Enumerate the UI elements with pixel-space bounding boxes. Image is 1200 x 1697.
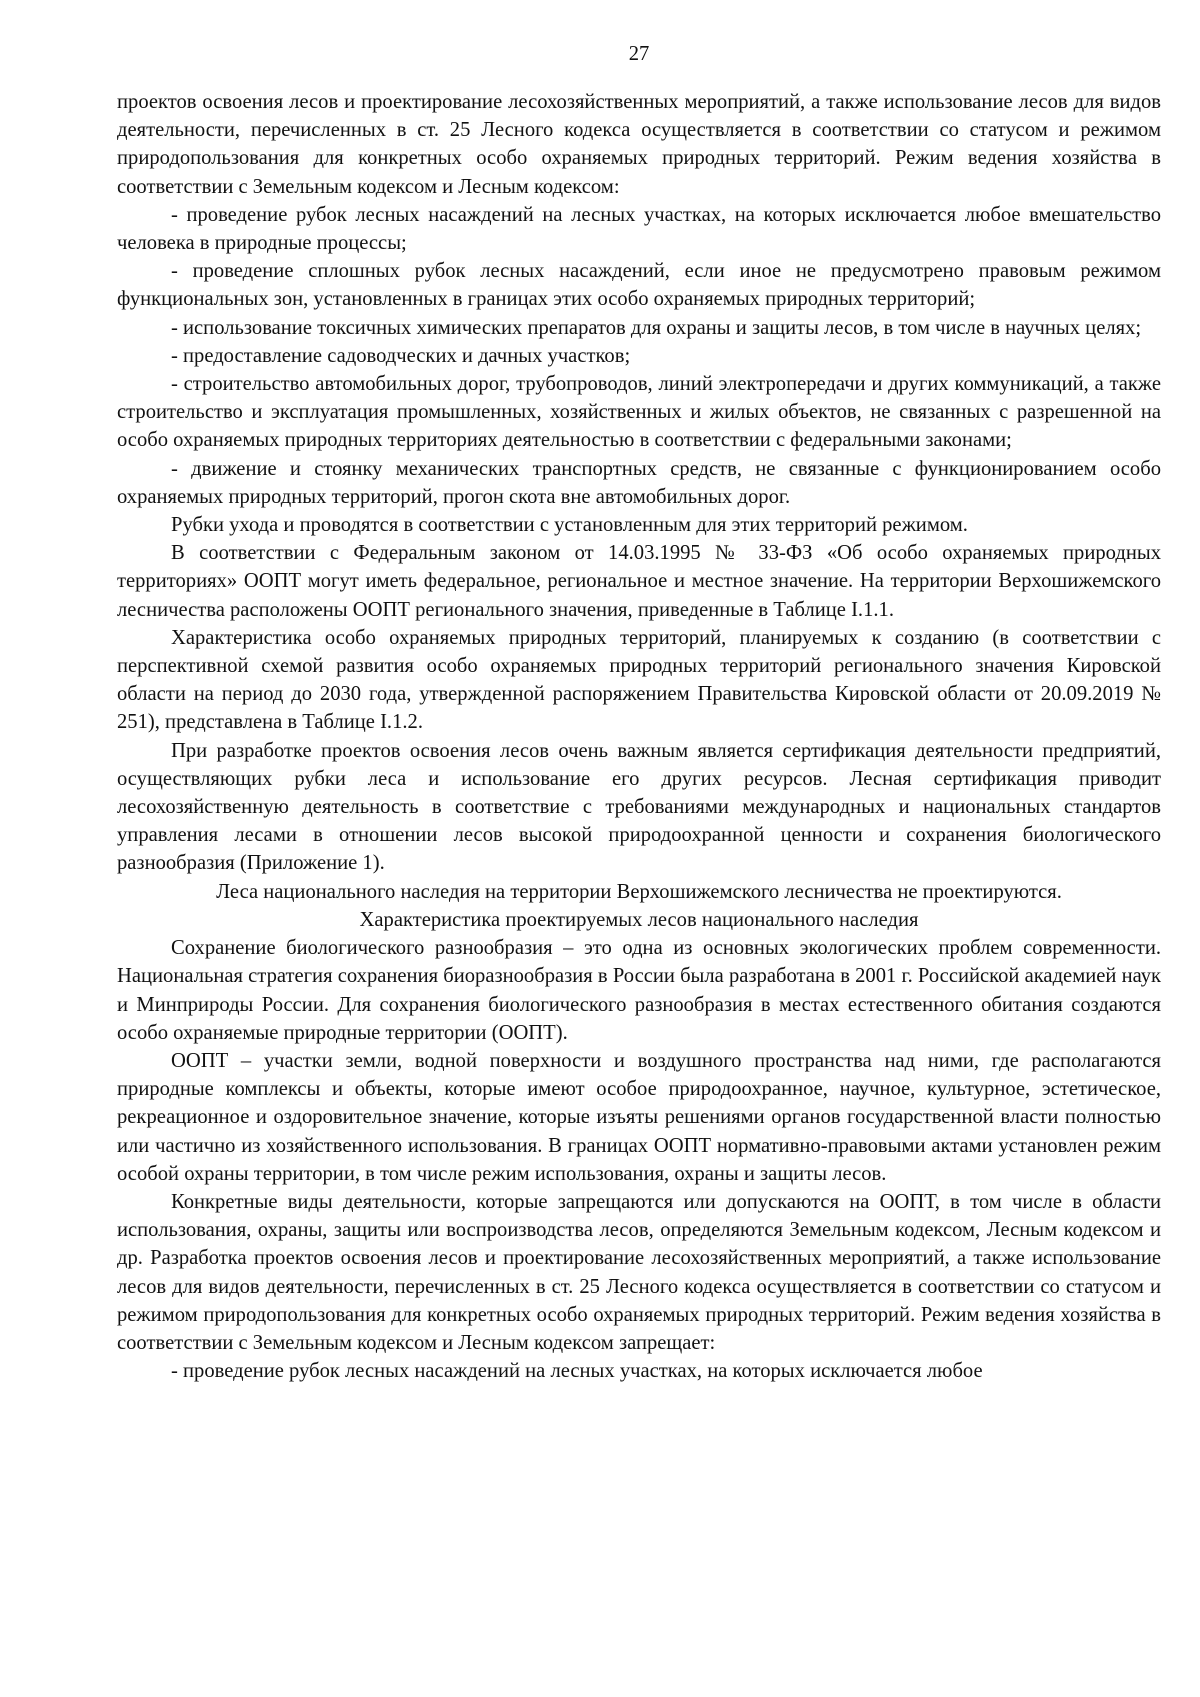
page-number: 27 bbox=[628, 43, 650, 65]
list-item: - движение и стоянку механических транспортных средств, не связанные с функционированием особо охраняемых природных территорий, прогон скота вне автомобильных дорог. bbox=[117, 457, 1161, 508]
list-item: - проведение рубок лесных насаждений на лесных участках, на которых исключается любое bbox=[171, 1360, 983, 1383]
paragraph: Сохранение биологического разнообразия – это одна из основных экологических проблем современности. Национальная стратегия сохранения биоразнообразия в России была разработана в 2001 г. Российской академией наук и Минприроды России. Для сохранения биологического разнообразия в местах естественного обитания создаются особо охраняемые природные территории (ООПТ). bbox=[117, 937, 1161, 1044]
paragraph: Характеристика особо охраняемых природных территорий, планируемых к созданию (в соответствии с перспективной схемой развития особо охраняемых природных территорий регионального значения Кировской области на период до 2030 года, утвержденной распоряжением Правительства Кировской области от 20.09.2019 № 251), представлена в Таблице I.1.2. bbox=[117, 626, 1161, 734]
paragraph-continuation: проектов освоения лесов и проектирование лесохозяйственных мероприятий, а также использование лесов для видов деятельности, перечисленных в ст. 25 Лесного кодекса осуществляется в соответствии со статусом и режимом природопользования для конкретных особо охраняемых природных территорий. Режим ведения хозяйства в соответствии с Земельным кодексом и Лесным кодексом: bbox=[117, 91, 1161, 198]
list-item: - строительство автомобильных дорог, трубопроводов, линий электропередачи и других коммуникаций, а также строительство и эксплуатация промышленных, хозяйственных и жилых объектов, не связанных с разрешенной на особо охраняемых природных территориях деятельностью в соответствии с федеральными законами; bbox=[117, 373, 1161, 452]
list-item: - предоставление садоводческих и дачных участков; bbox=[171, 344, 631, 367]
paragraph: Рубки ухода и проводятся в соответствии с установленным для этих территорий режимом. bbox=[171, 514, 968, 537]
paragraph: ООПТ – участки земли, водной поверхности и воздушного пространства над ними, где располагаются природные комплексы и объекты, которые имеют особое природоохранное, научное, культурное, эстетическое, рекреационное и оздоровительное значение, которые изъяты решениями органов государственной власти полностью или частично из хозяйственного использования. В границах ООПТ нормативно-правовыми актами установлен режим особой охраны территории, в том числе режим использования, охраны и защиты лесов. bbox=[117, 1049, 1161, 1185]
list-item: - проведение рубок лесных насаждений на лесных участках, на которых исключается любое вмешательство человека в природные процессы; bbox=[117, 203, 1161, 255]
document-page bbox=[117, 30, 1161, 1385]
paragraph: При разработке проектов освоения лесов очень важным является сертификация деятельности предприятий, осуществляющих рубки леса и использование его других ресурсов. Лесная сертификация приводит лесохозяйственную деятельность в соответствие с требованиями международных и национальных стандартов управления лесами в отношении лесов высокой природоохранной ценности и сохранения биологического разнообразия (Приложение 1). bbox=[117, 739, 1161, 875]
centered-note: Леса национального наследия на территории Верхошижемского лесничества не проектируются. bbox=[216, 880, 1062, 903]
paragraph: В соответствии с Федеральным законом от 14.03.1995 № 33-ФЗ «Об особо охраняемых природных территориях» ООПТ могут иметь федеральное, региональное и местное значение. На территории Верхошижемского лесничества расположены ООПТ регионального значения, приведенные в Таблице I.1.1. bbox=[117, 542, 1161, 621]
list-item: - проведение сплошных рубок лесных насаждений, если иное не предусмотрено правовым режимом функциональных зон, установленных в границах этих особо охраняемых природных территорий; bbox=[117, 260, 1161, 311]
paragraph: Конкретные виды деятельности, которые запрещаются или допускаются на ООПТ, в том числе в области использования, охраны, защиты или воспроизводства лесов, определяются Земельным кодексом, Лесным кодексом и др. Разработка проектов освоения лесов и проектирование лесохозяйственных мероприятий, а также использование лесов для видов деятельности, перечисленных в ст. 25 Лесного кодекса осуществляется в соответствии со статусом и режимом природопользования для конкретных особо охраняемых природных территорий. Режим ведения хозяйства в соответствии с Земельным кодексом и Лесным кодексом запрещает: bbox=[117, 1190, 1161, 1354]
list-item: - использование токсичных химических препаратов для охраны и защиты лесов, в том числе в научных целях; bbox=[171, 316, 1142, 339]
section-heading: Характеристика проектируемых лесов национального наследия bbox=[359, 908, 919, 931]
